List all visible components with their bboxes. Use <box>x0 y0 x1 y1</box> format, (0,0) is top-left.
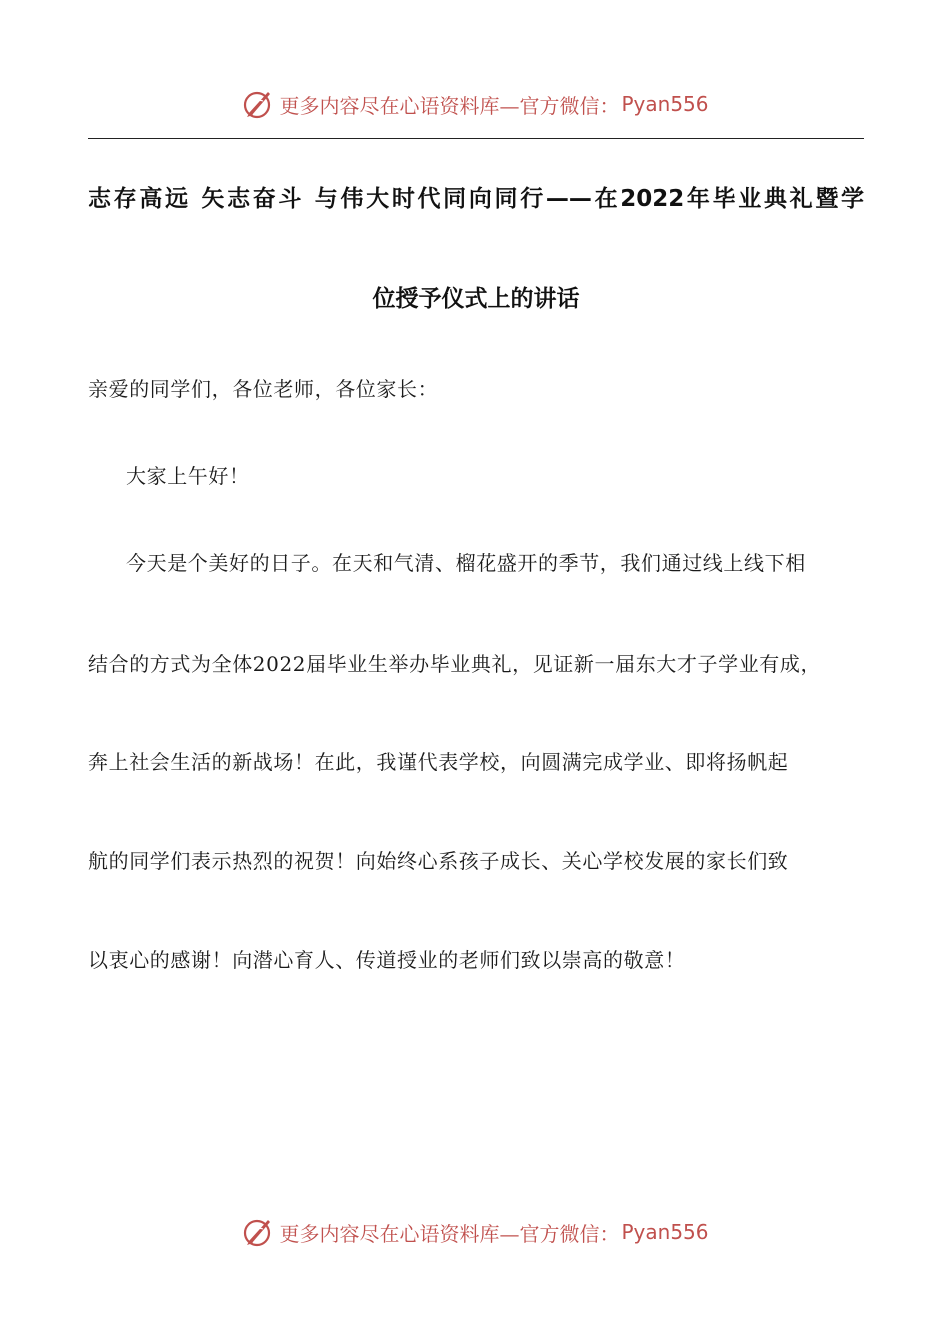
body-line: 结合的方式为全体2022届毕业生举办毕业典礼，见证新一届东大才子学业有成， <box>88 652 822 676</box>
hello-paragraph: 大家上午好！ <box>126 464 250 488</box>
banner-text: 更多内容尽在心语资料库—官方微信： <box>279 93 620 118</box>
greeting-paragraph: 亲爱的同学们，各位老师，各位家长： <box>88 377 439 401</box>
document-title-line-2: 位授予仪式上的讲话 <box>372 286 580 312</box>
body-line: 以衷心的感谢！向潜心育人、传道授业的老师们致以崇高的敬意！ <box>88 948 686 972</box>
banner-wechat-id: Pyan556 <box>621 92 709 116</box>
quill-pen-circle-icon <box>241 1215 275 1249</box>
header-banner <box>0 84 950 124</box>
header-divider <box>88 138 864 139</box>
banner-text: 更多内容尽在心语资料库—官方微信： <box>279 1221 620 1246</box>
body-line: 今天是个美好的日子。在天和气清、榴花盛开的季节，我们通过线上线下相 <box>126 551 806 575</box>
document-title-line-1: 志存高远 矢志奋斗 与伟大时代同向同行——在2022年毕业典礼暨学 <box>88 186 864 212</box>
footer-banner <box>0 1212 950 1252</box>
quill-pen-circle-icon <box>241 87 275 121</box>
body-line: 航的同学们表示热烈的祝贺！向始终心系孩子成长、关心学校发展的家长们致 <box>88 849 789 873</box>
banner-wechat-id: Pyan556 <box>621 1220 709 1244</box>
body-line: 奔上社会生活的新战场！在此，我谨代表学校，向圆满完成学业、即将扬帆起 <box>88 750 789 774</box>
